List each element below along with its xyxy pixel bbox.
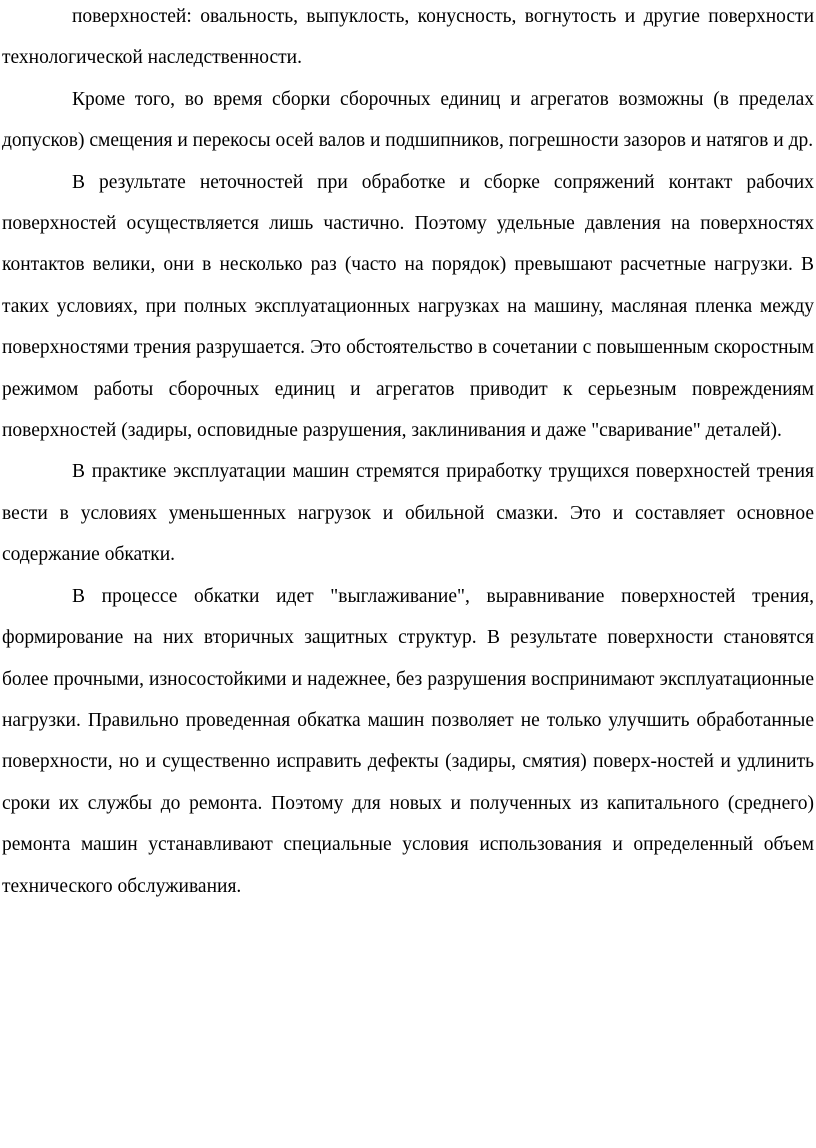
paragraph-continued: поверхностей: овальность, выпуклость, конусность, вогнутость и другие поверхности технологической наследственности.: [2, 6, 814, 69]
paragraph-running-in-practice: В практике эксплуатации машин стремятся приработку трущихся поверхностей трения вести в условиях уменьшенных нагрузок и обильной смазки. Это и составляет основное содержание обкатки.: [2, 461, 814, 566]
paragraph-contact-damage: В результате неточностей при обработке и сборке сопряжений контакт рабочих поверхностей осуществляется лишь частично. Поэтому удельные давления на поверхностях контактов велики, они в несколько раз (часто на порядок) превышают расчетные нагрузки. В таких условиях, при полных эксплуатационных нагрузках на машину, масляная пленка между поверхностями трения разрушается. Это обстоятельство в сочетании с повышенным скоростным режимом работы сборочных единиц и агрегатов приводит к серьезным повреждениям поверхностей (задиры, осповидные разрушения, заклинивания и даже "сваривание" деталей).: [2, 171, 814, 442]
paragraph-running-in-process: В процессе обкатки идет "выглаживание", выравнивание поверхностей трения, формирование на них вторичных защитных структур. В результате поверхности становятся более прочными, износостойкими и надежнее, без разрушения воспринимают эксплуатационные нагрузки. Правильно проведенная обкатка машин позволяет не только улучшить обработанные поверхности, но и существенно исправить дефекты (задиры, смятия) поверх-ностей и удлинить сроки их службы до ремонта. Поэтому для новых и полученных из капитального (среднего) ремонта машин устанавливают специальные условия использования и определенный объем технического обслуживания.: [2, 585, 814, 897]
text-column: [2, 0, 814, 907]
paragraph-assembly-errors: Кроме того, во время сборки сборочных единиц и агрегатов возможны (в пределах допусков) смещения и перекосы осей валов и подшипников, погрешности зазоров и натягов и др.: [2, 88, 814, 152]
